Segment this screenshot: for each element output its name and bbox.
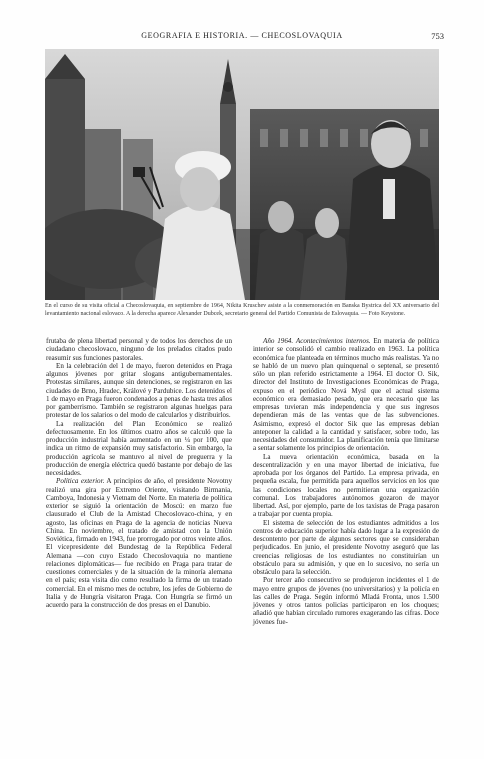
running-title: GEOGRAFIA E HISTORIA. — CHECOSLOVAQUIA xyxy=(141,31,343,40)
section-lead: Año 1964. Acontecimientos internos. xyxy=(263,337,371,345)
news-photograph xyxy=(45,49,439,300)
paragraph: El sistema de selección de los estudiantes admitidos a los centros de educación superior había dado lugar a la expresión de descontento por parte de algunos sectores que se consideraban perjudicados. En junio, el presidente Novotny aseguró que las creencias religiosas de los estudiantes no constituirían un obstáculo para su admisión, y que en lo sucesivo, no sería un obstáculo para la selección. xyxy=(253,518,439,576)
photo-illustration xyxy=(45,49,439,300)
right-column xyxy=(253,337,439,626)
photo-caption: En el curso de su visita oficial a Checoslovaquia, en septiembre de 1964, Nikita Kruschev asiste a la conmemoración en Banska Bystrica del XX aniversario del levantamiento nacional eslovaco. A la derecha aparece Alexander Dubcek, secretario general del Partido Comunista de Eslovaquia. — Foto Keystone. xyxy=(45,303,439,317)
paragraph: Por tercer año consecutivo se produjeron incidentes el 1 de mayo entre grupos de jóvenes (no universitarios) y la policía en las calles de Praga. Según informó Mladá Fronta, unos 1.500 jóvenes y otros tantos policías participaron en los choques; añadió que habían circulado rumores exagerando las cifras. Doce jóvenes fue- xyxy=(253,576,439,626)
paragraph: La realización del Plan Económico se realizó defectuosamente. En los últimos cuatro años se calculó que la producción industrial había aumentado en un ¼ por 100, que indica un ritmo de expansión muy satisfactorio. Sin embargo, la producción agrícola se mantuvo al nivel de preguerra y la producción de energía eléctrica quedó bastante por debajo de las necesidades. xyxy=(46,419,232,477)
section-lead: Política exterior. xyxy=(56,477,105,486)
paragraph: En la celebración del 1 de mayo, fueron detenidos en Praga algunos jóvenes por gritar slogans antigubernamentales. Protestas similares, aunque sin detenciones, se registraron en las ciudades de Brno, Hradec, Králové y Pardubice. Los detenidos el 1 de mayo en Praga fueron condenados a penas de hasta tres años por gamberrismo. También se registraron algunas huelgas para protestar de los salarios o del modo de calcularlos y distribuirlos. xyxy=(46,361,232,420)
paragraph: La nueva orientación económica, basada en la descentralización y en una mayor libertad de iniciativa, fue aprobada por los órganos del Partido. La empresa privada, en pequeña escala, fue permitida para aquellos servicios en los que las condiciones locales no permitieran una organización comunal. Los trabajadores autónomos gozaron de mayor libertad. Así, por ejemplo, parte de los taxistas de Praga pasaron a trabajar por cuenta propia. xyxy=(253,452,439,519)
paragraph-ano-1964 xyxy=(253,337,439,453)
left-column xyxy=(46,337,232,609)
section-text: A principios de año, el presidente Novotny realizó una gira por Extremo Oriente, visitando Birmania, Camboya, Indonesia y Vietnam del Norte. En materia de política exterior se siguió la orientación de Moscú: en marzo fue clausurado el Club de la Amistad Checoslovaco-china, y en agosto, las oficinas en Praga de la agencia de noticias Nueva China. En noviembre, el tratado de amistad con la Unión Soviética, firmado en 1943, fue prorrogado por otros veinte años. El vicepresidente del Bundestag de la República Federal Alemana —con cuyo Estado Checoslovaquia no mantiene relaciones diplomáticas— fue recibido en Praga para tratar de cuestiones comerciales y de la situación de la minoría alemana en el país; esta visita dio como resultado la firma de un tratado comercial. En el mismo mes de octubre, los jefes de Gobierno de Italia y de Hungría visitaron Praga. Con Hungría se firmó un acuerdo para la construcción de dos presas en el Danubio. xyxy=(46,477,232,609)
paragraph: frutaba de plena libertad personal y de todos los derechos de un ciudadano checoslovaco, ninguno de los prelados citados pudo reasumir sus funciones pastorales. xyxy=(46,337,232,362)
paragraph-politica-exterior xyxy=(46,477,232,609)
page-header xyxy=(40,31,444,43)
page-number: 753 xyxy=(431,31,444,41)
section-text: En materia de política interior se consolidó el cambio realizado en 1963. La política económica fue planteada en términos mucho más realistas. Ya no se habló de un nuevo plan quinquenal o septenal, se presentó sólo un plan referido estrictamente a 1964. El doctor O. Sik, director del Instituto de Investigaciones Económicas de Praga, expuso en el periódico Nová Mysl que el actual sistema económico era demasiado pesado, que era necesario que las empresas tuvieran más independencia y que sus ingresos dependieran más de las ventas que de las subvenciones. Asimismo, expresó el doctor Sik que las empresas debían anteponer la calidad a la cantidad y satisfacer, sobre todo, las necesidades del consumidor. La planificación tenía que limitarse a sentar solamente los principios de orientación. xyxy=(253,337,439,453)
